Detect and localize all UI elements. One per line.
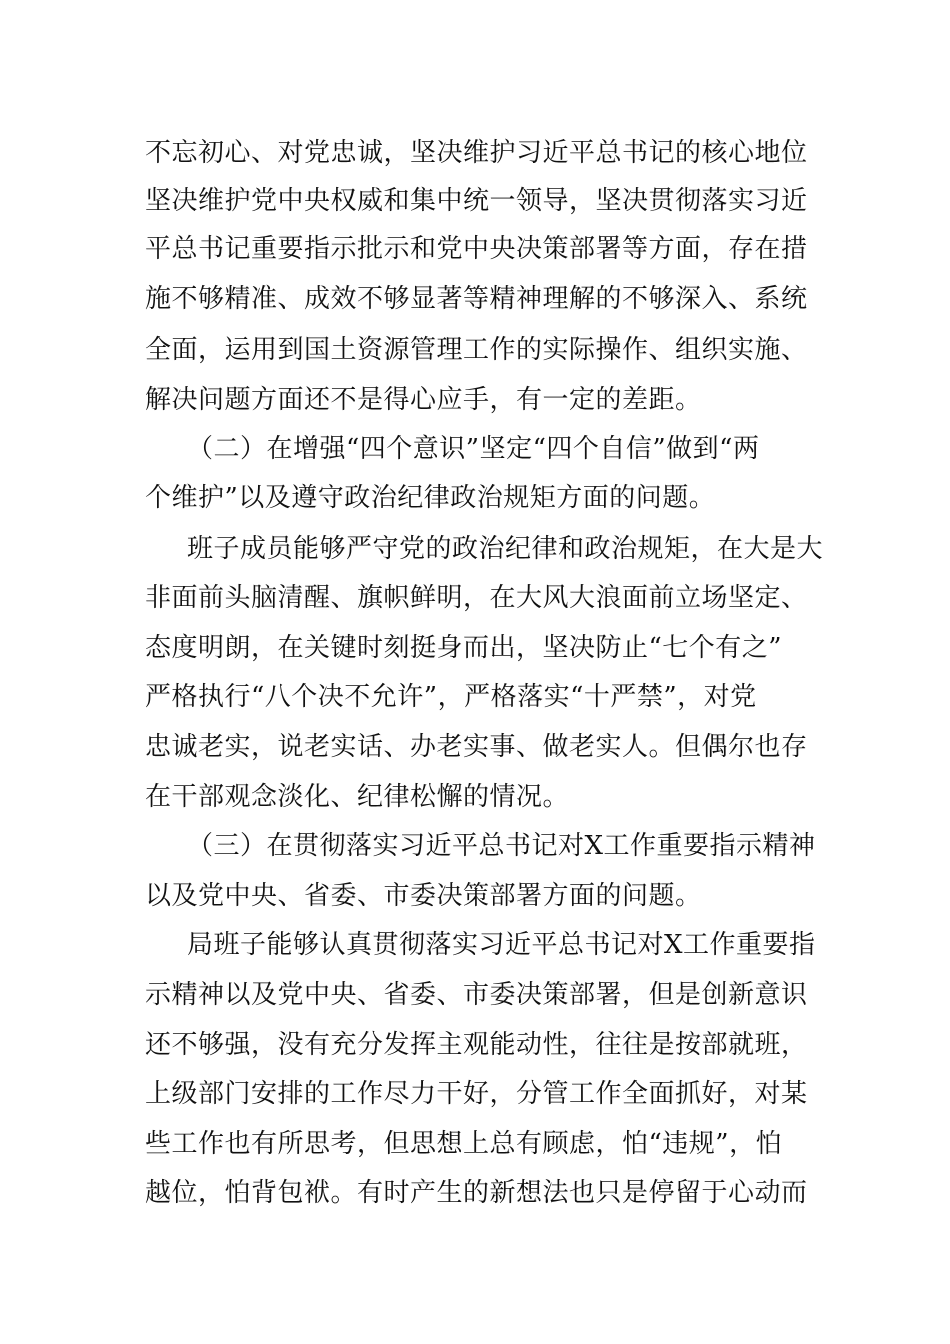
text-line: 越位，怕背包袱。有时产生的新想法也只是停留于心动而 [145,1178,808,1208]
text-line: 在干部观念淡化、纪律松懈的情况。 [145,782,570,812]
text-line: 示精神以及党中央、省委、市委决策部署，但是创新意识 [145,980,808,1010]
text-line: 施不够精准、成效不够显著等精神理解的不够深入、系统 [145,284,808,314]
text-line: 坚决维护党中央权威和集中统一领导，坚决贯彻落实习近 [145,186,808,216]
section-heading-continued: 个维护”以及遵守政治纪律政治规矩方面的问题。 [145,483,716,513]
text-line: 不忘初心、对党忠诚，坚决维护习近平总书记的核心地位 [145,138,808,168]
text-line: 平总书记重要指示批示和党中央决策部署等方面，存在措 [145,234,808,264]
text-line: 严格执行“八个决不允许”，严格落实“十严禁”，对党 [145,682,757,712]
text-line: 班子成员能够严守党的政治纪律和政治规矩，在大是大 [187,534,824,564]
text-line: 非面前头脑清醒、旗帜鲜明，在大风大浪面前立场坚定、 [145,583,808,613]
text-line: 解决问题方面还不是得心应手，有一定的差距。 [145,385,702,415]
text-line: 些工作也有所思考，但思想上总有顾虑，怕“违规”，怕 [145,1129,783,1159]
text-line: 忠诚老实，说老实话、办老实事、做老实人。但偶尔也存 [145,732,808,762]
section-heading: （三）在贯彻落实习近平总书记对X工作重要指示精神 [187,831,816,861]
text-line: 全面，运用到国土资源管理工作的实际操作、组织实施、 [145,335,808,365]
section-heading-continued: 以及党中央、省委、市委决策部署方面的问题。 [145,881,702,911]
text-line: 上级部门安排的工作尽力干好，分管工作全面抓好，对某 [145,1079,808,1109]
section-heading: （二）在增强“四个意识”坚定“四个自信”做到“两 [187,434,760,464]
text-line: 局班子能够认真贯彻落实习近平总书记对X工作重要指 [187,930,816,960]
text-line: 还不够强，没有充分发挥主观能动性，往往是按部就班， [145,1030,808,1060]
text-line: 态度明朗，在关键时刻挺身而出，坚决防止“七个有之” [145,633,783,663]
